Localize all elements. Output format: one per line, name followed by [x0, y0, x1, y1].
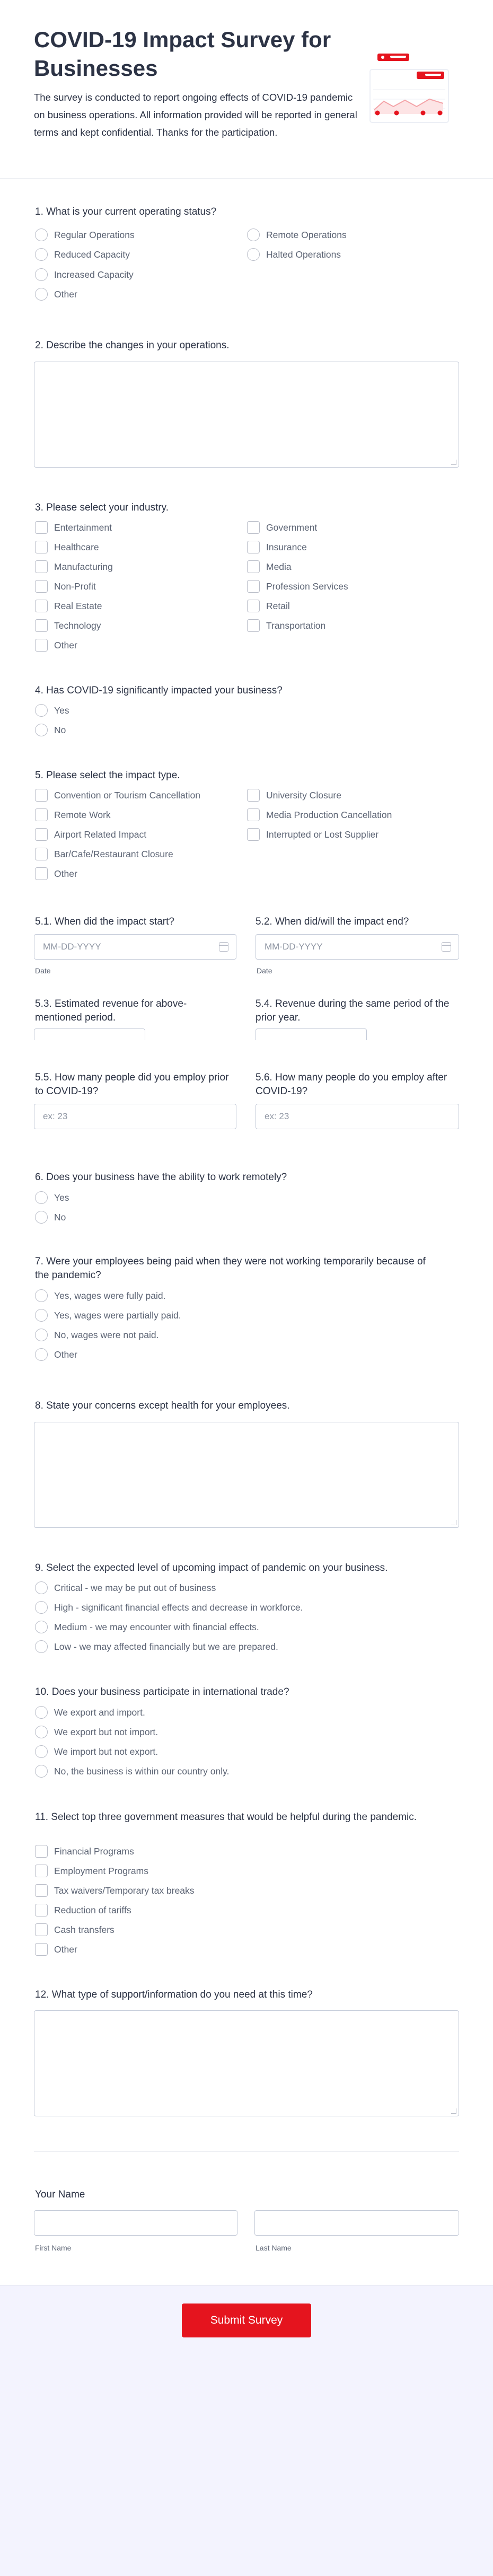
- checkbox[interactable]: [35, 1865, 48, 1877]
- form-title: COVID-19 Impact Survey for Businesses: [34, 27, 331, 81]
- question-employees-before: [35, 1071, 236, 1098]
- radio-button[interactable]: [247, 228, 260, 241]
- checkbox[interactable]: [35, 619, 48, 632]
- question-employees-after: [256, 1071, 459, 1098]
- checkbox[interactable]: [35, 1845, 48, 1858]
- question-employee-pay: [35, 1255, 438, 1282]
- radio-button[interactable]: [35, 1621, 48, 1633]
- question-prior-revenue: [256, 997, 459, 1025]
- question-label: 5.4. Revenue during the same period of the prior year.: [256, 998, 450, 1023]
- checkbox[interactable]: [35, 789, 48, 802]
- question-industry: [35, 501, 169, 515]
- estimated-revenue-input[interactable]: [34, 1028, 145, 1040]
- question-label: 5.5. How many people did you employ prior to COVID-19?: [35, 1072, 229, 1097]
- checkbox[interactable]: [35, 1884, 48, 1897]
- form-header: [0, 0, 493, 179]
- resize-handle-icon[interactable]: [451, 1520, 456, 1525]
- checkbox[interactable]: [247, 580, 260, 593]
- first-name-input[interactable]: [34, 2210, 237, 2236]
- radio-button[interactable]: [35, 1309, 48, 1322]
- resize-handle-icon[interactable]: [451, 460, 456, 465]
- radio-button[interactable]: [35, 1581, 48, 1594]
- checkbox[interactable]: [35, 1923, 48, 1936]
- question-government-measures: [35, 1810, 438, 1824]
- input-placeholder: ex: 23: [265, 1111, 289, 1121]
- employees-before-input[interactable]: [34, 1104, 236, 1129]
- question-label: 2. Describe the changes in your operations.: [35, 340, 230, 351]
- radio-button[interactable]: [35, 1601, 48, 1614]
- question-your-name: [35, 2188, 85, 2202]
- question-label: 7. Were your employees being paid when they were not working temporarily because of the pandemic?: [35, 1256, 426, 1281]
- checkbox[interactable]: [247, 828, 260, 841]
- radio-button[interactable]: [35, 704, 48, 717]
- radio-button[interactable]: [35, 288, 48, 301]
- impact-end-date-input[interactable]: [256, 934, 459, 960]
- question-concerns: [35, 1399, 290, 1413]
- date-placeholder: MM-DD-YYYY: [43, 942, 101, 952]
- prior-revenue-input[interactable]: [256, 1028, 367, 1040]
- radio-button[interactable]: [35, 1211, 48, 1224]
- checkbox[interactable]: [35, 560, 48, 573]
- question-impact-type: [35, 769, 180, 783]
- question-label: 6. Does your business have the ability to work remotely?: [35, 1172, 287, 1183]
- checkbox[interactable]: [35, 1904, 48, 1916]
- date-placeholder: MM-DD-YYYY: [265, 942, 323, 952]
- first-name-sublabel: First Name: [35, 2244, 72, 2252]
- question-impact-end: [256, 915, 459, 929]
- question-label: 5. Please select the impact type.: [35, 770, 180, 781]
- question-estimated-revenue: [35, 997, 226, 1025]
- question-changes: [35, 339, 230, 353]
- question-label: 1. What is your current operating status?: [35, 206, 217, 217]
- question-label: 3. Please select your industry.: [35, 502, 169, 513]
- impact-start-date-input[interactable]: [34, 934, 236, 960]
- checkbox[interactable]: [247, 600, 260, 612]
- question-label: 5.3. Estimated revenue for above-mentioned period.: [35, 998, 187, 1023]
- checkbox[interactable]: [247, 521, 260, 534]
- question-label: 5.6. How many people do you employ after COVID-19?: [256, 1072, 447, 1097]
- checkbox[interactable]: [247, 789, 260, 802]
- question-label: 5.1. When did the impact start?: [35, 916, 174, 927]
- concerns-textarea[interactable]: [34, 1422, 459, 1528]
- checkbox[interactable]: [247, 541, 260, 553]
- date-sublabel: Date: [35, 966, 51, 975]
- radio-button[interactable]: [35, 1640, 48, 1653]
- question-remote-work: [35, 1171, 287, 1184]
- question-operating-status: [35, 205, 216, 219]
- calendar-icon[interactable]: [442, 942, 451, 952]
- question-label: 10. Does your business participate in international trade?: [35, 1686, 289, 1698]
- checkbox[interactable]: [35, 639, 48, 652]
- radio-button[interactable]: [35, 228, 48, 241]
- question-label: Your Name: [35, 2189, 85, 2200]
- last-name-sublabel: Last Name: [256, 2244, 292, 2252]
- question-label: 12. What type of support/information do you need at this time?: [35, 1989, 313, 2000]
- checkbox[interactable]: [35, 521, 48, 534]
- radio-button[interactable]: [35, 1289, 48, 1302]
- form-description: The survey is conducted to report ongoing effects of COVID-19 pandemic on business operations. All information provided will be reported in general terms and kept confidential. Thanks for the participation.: [34, 92, 357, 138]
- checkbox[interactable]: [247, 619, 260, 632]
- checkbox[interactable]: [247, 808, 260, 821]
- radio-button[interactable]: [35, 1706, 48, 1719]
- radio-button[interactable]: [35, 248, 48, 261]
- radio-button[interactable]: [35, 1745, 48, 1758]
- resize-handle-icon[interactable]: [451, 2108, 456, 2114]
- radio-button[interactable]: [35, 1191, 48, 1204]
- checkbox[interactable]: [35, 600, 48, 612]
- radio-button[interactable]: [35, 724, 48, 736]
- date-sublabel: Date: [257, 966, 272, 975]
- checkbox[interactable]: [35, 867, 48, 880]
- section-divider: [34, 2151, 459, 2152]
- question-label: 11. Select top three government measures that would be helpful during the pandemic.: [35, 1812, 417, 1823]
- question-label: 4. Has COVID-19 significantly impacted your business?: [35, 685, 283, 696]
- calendar-icon[interactable]: [219, 942, 228, 952]
- question-label: 8. State your concerns except health for your employees.: [35, 1400, 290, 1411]
- employees-after-input[interactable]: [256, 1104, 459, 1129]
- checkbox[interactable]: [35, 580, 48, 593]
- checkbox[interactable]: [247, 560, 260, 573]
- checkbox[interactable]: [35, 828, 48, 841]
- radio-button[interactable]: [35, 1765, 48, 1778]
- last-name-input[interactable]: [254, 2210, 459, 2236]
- radio-button[interactable]: [247, 248, 260, 261]
- radio-button[interactable]: [35, 1329, 48, 1341]
- question-label: 5.2. When did/will the impact end?: [256, 916, 409, 927]
- radio-button[interactable]: [35, 1726, 48, 1738]
- radio-button[interactable]: [35, 268, 48, 281]
- question-international-trade: [35, 1685, 289, 1699]
- radio-button[interactable]: [35, 1348, 48, 1361]
- input-placeholder: ex: 23: [43, 1111, 68, 1121]
- chart-illustration-icon: [366, 50, 451, 130]
- question-label: 9. Select the expected level of upcoming impact of pandemic on your business.: [35, 1562, 388, 1573]
- checkbox[interactable]: [35, 541, 48, 553]
- question-support-needed: [35, 1988, 313, 2002]
- checkbox[interactable]: [35, 848, 48, 860]
- checkbox[interactable]: [35, 1943, 48, 1956]
- checkbox[interactable]: [35, 808, 48, 821]
- question-impact-start: [35, 915, 236, 929]
- form-footer: [0, 2285, 493, 2576]
- question-impacted: [35, 684, 283, 698]
- support-textarea[interactable]: [34, 2010, 459, 2116]
- changes-textarea[interactable]: [34, 362, 459, 468]
- submit-button[interactable]: Submit Survey: [182, 2304, 311, 2337]
- question-impact-level: [35, 1561, 459, 1575]
